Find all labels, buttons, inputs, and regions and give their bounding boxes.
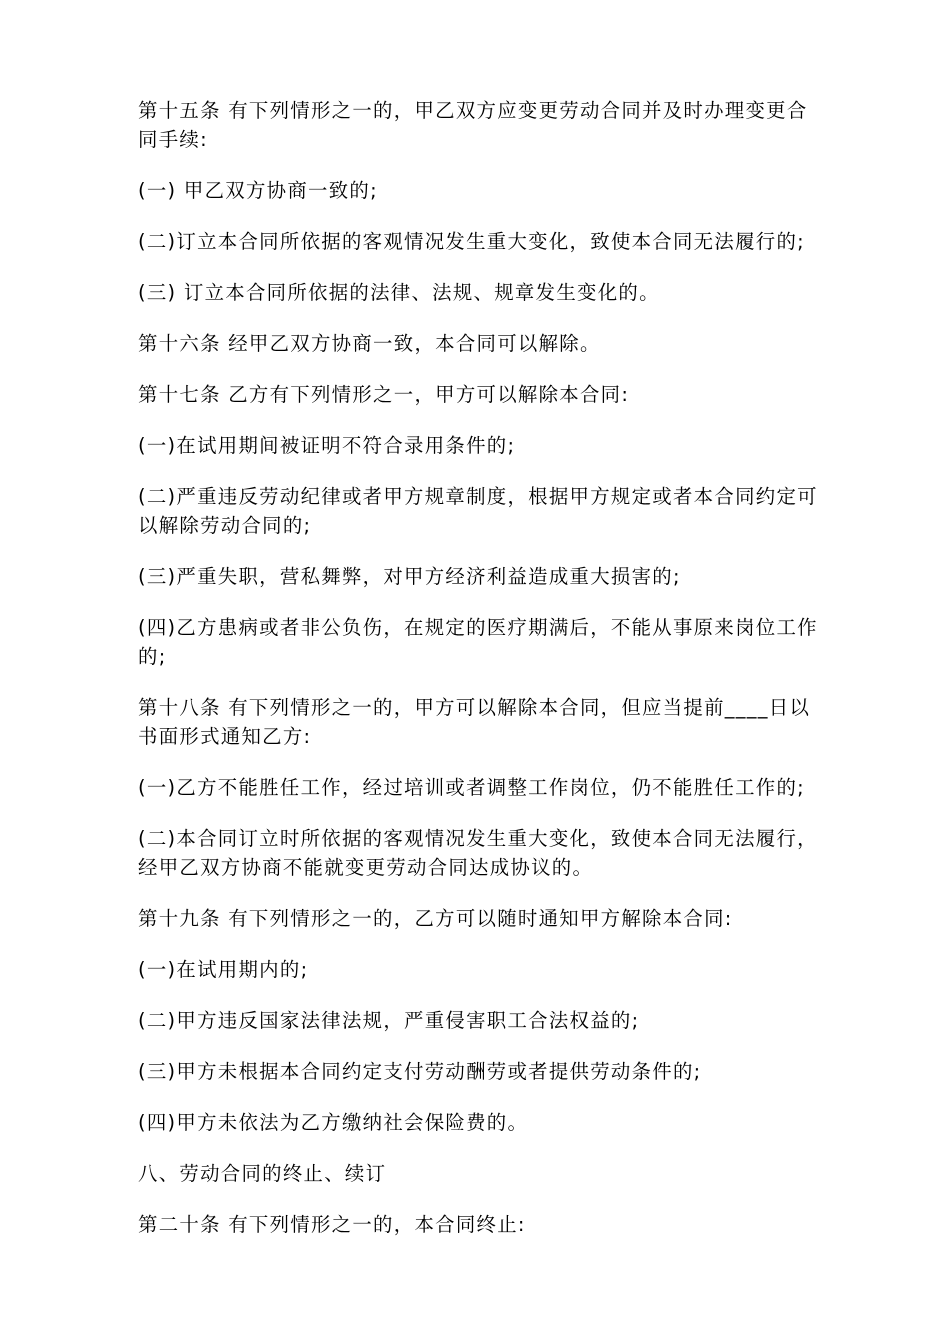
article-20-heading: 第二十条 有下列情形之一的，本合同终止: [138, 1213, 526, 1236]
article-17-heading: 第十七条 乙方有下列情形之一，甲方可以解除本合同: [138, 383, 630, 406]
article-18-heading: 第十八条 有下列情形之一的，甲方可以解除本合同，但应当提前____日以书面形式通知乙方: [138, 696, 811, 748]
article-19-heading: 第十九条 有下列情形之一的，乙方可以随时通知甲方解除本合同: [138, 907, 733, 930]
document-body [138, 96, 818, 1261]
article-15-item-3: (三) 订立本合同所依据的法律、法规、规章发生变化的。 [138, 281, 660, 304]
article-18-item-1: (一)乙方不能胜任工作，经过培训或者调整工作岗位，仍不能胜任工作的; [138, 776, 805, 799]
article-17-item-3: (三)严重失职，营私舞弊，对甲方经济利益造成重大损害的; [138, 565, 681, 588]
article-16: 第十六条 经甲乙双方协商一致，本合同可以解除。 [138, 332, 601, 355]
article-15-heading: 第十五条 有下列情形之一的，甲乙双方应变更劳动合同并及时办理变更合同手续: [138, 99, 808, 151]
article-19-item-4: (四)甲方未依法为乙方缴纳社会保险费的。 [138, 1111, 529, 1134]
article-19-item-1: (一)在试用期内的; [138, 958, 309, 981]
article-19-item-3: (三)甲方未根据本合同约定支付劳动酬劳或者提供劳动条件的; [138, 1060, 702, 1083]
article-15-item-1: (一) 甲乙双方协商一致的; [138, 179, 378, 202]
article-17-item-1: (一)在试用期间被证明不符合录用条件的; [138, 434, 516, 457]
article-19-item-2: (二)甲方违反国家法律法规，严重侵害职工合法权益的; [138, 1009, 640, 1032]
article-18-item-2: (二)本合同订立时所依据的客观情况发生重大变化，致使本合同无法履行，经甲乙双方协商不能就变更劳动合同达成协议的。 [138, 827, 818, 879]
section-8-heading: 八、劳动合同的终止、续订 [138, 1162, 387, 1185]
article-15-item-2: (二)订立本合同所依据的客观情况发生重大变化，致使本合同无法履行的; [138, 230, 805, 253]
article-17-item-2: (二)严重违反劳动纪律或者甲方规章制度，根据甲方规定或者本合同约定可以解除劳动合同的; [138, 485, 818, 537]
article-17-item-4: (四)乙方患病或者非公负伤，在规定的医疗期满后，不能从事原来岗位工作的; [138, 616, 818, 668]
